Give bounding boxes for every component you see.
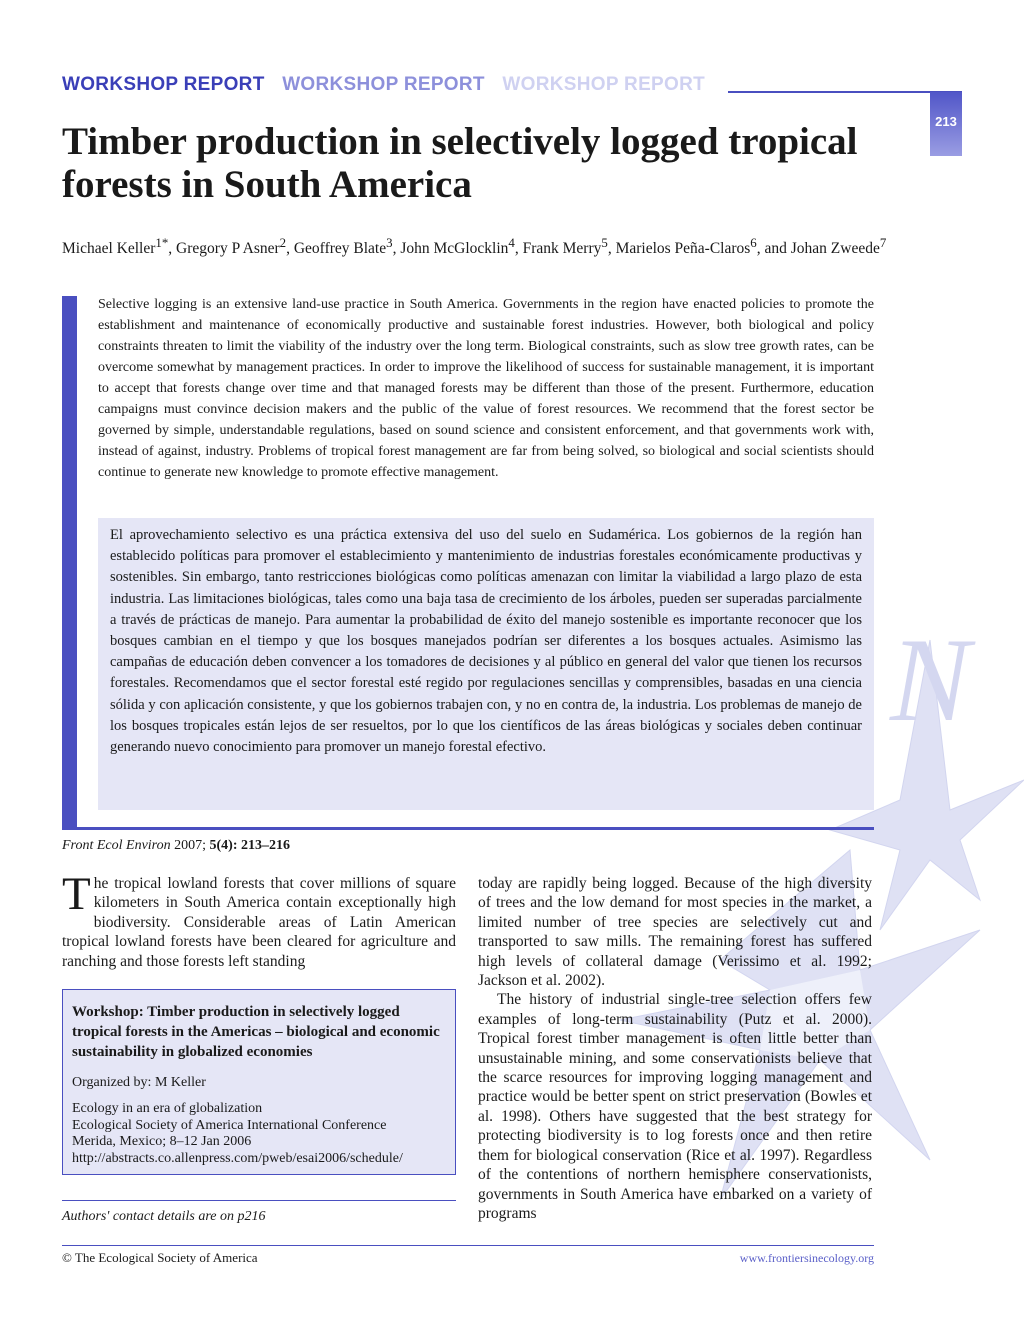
abstract-spanish: El aprovechamiento selectivo es una práctica extensiva del uso del suelo en Sudamérica. Los gobiernos de la región han establecido políticas para promover el establecimiento y mantenimiento de industrias forestales económicamente productivas y sostenibles. Sin embargo, tanto restricciones biológicas como políticas amenazan con limitar la viabilidad a largo plazo de esta industria. Las limitaciones biológicas, tales como una baja tasa de crecimiento de los árboles, pueden ser superadas parcialmente a través de prácticas de manejo. Para aumentar la probabilidad de éxito del manejo sostenible es importante reconocer que los bosques cambian en el tiempo y que los bosques manejados podrían ser diferentes a los bosques actuales. Asimismo las campañas de educación deben convencer a los tomadores de decisiones y al público en general del valor que tienen los recursos forestales. Recomendamos que el sector forestal esté regido por regulaciones sencillas y comprensibles, basadas en una ciencia sólida y con aplicación consistente, y que los gobiernos trabajen con, y no en contra de, la industria. Los problemas de manejo de los bosques tropicales están lejos de ser resueltos, por lo que los científicos de las áreas biológicas y sociales deben continuar generando nuevo conocimiento para promover un manejo forestal efectivo. [110, 527, 862, 756]
workshop-details [72, 1101, 445, 1167]
svg-text:N: N [890, 613, 971, 746]
body-paragraph: The tropical lowland forests that cover millions of square kilometers in South America contain exceptionally high biodiversity. Considerable areas of Latin American tropical lowland forests have been cleared for agriculture and ranching and those forests left standing [62, 868, 456, 970]
author: Frank Merry$^5$ [522, 235, 608, 258]
section-label: WORKSHOP REPORT [282, 74, 485, 95]
abstract-english: Selective logging is an extensive land-use practice in South America. Governments in the region have enacted policies to promote the establishment and maintenance of economically productive and sustainable forest industries. However, both biological and policy constraints threaten to limit the viability of the industry over the long term. Biological constraints, such as slow tree growth rates, can be overcome somewhat by management practices. In order to improve the likelihood of success for sustainable management, it is important to accept that forests change over time and that managed forests may be different than those of the present. Furthermore, education campaigns must convince decision makers and the public of the value of forest resources. We recommend that the forest sector be governed by simple, understandable regulations, based on sound science and consistent enforcement, and that governments work with, instead of against, industry. Problems of tropical forest management are far from being solved, so biological and social scientists should continue to generate new knowledge to promote effective management. [98, 297, 874, 480]
author: John McGlocklin$^4$ [400, 235, 515, 258]
section-label: WORKSHOP REPORT [62, 74, 265, 95]
journal-website-link[interactable]: www.frontiersinecology.org [739, 1251, 874, 1265]
section-label: WORKSHOP REPORT [502, 74, 706, 95]
article-title: Timber production in selectively logged tropical forests in South America [62, 120, 858, 206]
body-column-right [478, 874, 872, 1223]
workshop-organizer: Organized by: M Keller [72, 1075, 206, 1090]
workshop-detail-line: Ecology in an era of globalization [72, 1101, 263, 1116]
author-list: Michael Keller$^{1*}$, Gregory P Asner$^2$, Geoffrey Blate$^3$, John McGlocklin$^4$, Frank Merry$^5$, Marielos Peña-Claros$^6$, and Johan Zweede$^7$ [62, 235, 887, 258]
workshop-url[interactable]: http://abstracts.co.allenpress.com/pweb/esai2006/schedule/ [72, 1150, 403, 1166]
workshop-info-box [62, 989, 456, 1175]
author: Marielos Peña-Claros$^6$ [615, 235, 757, 258]
workshop-detail-line: Merida, Mexico; 8–12 Jan 2006 [72, 1134, 252, 1149]
footer-rule [62, 1245, 874, 1246]
page-number: 213 [935, 114, 957, 129]
copyright-notice: © The Ecological Society of America [62, 1250, 258, 1265]
body-paragraph: The history of industrial single-tree selection offers few examples of long-term sustainability (Putz et al. 2000). Tropical forest timber management is often little better than unsustainable mining, and some conservationists believe that the scarce resources for improving logging management and practice would be better spent on strict preservation (Bowles et al. 1998). Others have suggested that the best strategy for protecting biodiversity is to log forests once and then retire them for biological conservation (Rice et al. 1997). Regardless of the contentions of northern hemisphere conservationists, governments in South America have embarked on a variety of programs [478, 991, 872, 1222]
drop-cap: T [62, 868, 91, 920]
author: Michael Keller$^{1*}$ [62, 235, 169, 258]
abstract-bottom-rule [62, 827, 874, 830]
section-band [62, 74, 717, 96]
authors-connector: and [764, 240, 787, 258]
header-rule [728, 91, 962, 93]
workshop-detail-line: Ecological Society of America International Conference [72, 1117, 387, 1133]
column-rule [62, 1200, 456, 1201]
author: Geoffrey Blate$^3$ [293, 235, 393, 258]
workshop-title: Workshop: Timber production in selectively logged tropical forests in the Americas – biological and economic sustainability in globalized economies [72, 1004, 440, 1060]
page-number-tab [930, 92, 962, 156]
author: Gregory P Asner$^2$ [176, 235, 287, 258]
author: Johan Zweede$^7$ [790, 235, 887, 258]
body-paragraph: today are rapidly being logged. Because of the high diversity of trees and the low demand for most species in the market, a limited number of tree species are selectively cut and transported to saw mills. The remaining forest has suffered high levels of collateral damage (Verissimo et al. 1992; Jackson et al. 2002). [478, 875, 872, 990]
contact-note: Authors' contact details are on p216 [62, 1209, 266, 1224]
journal-citation: Front Ecol Environ 2007; 5(4): 213–216 [62, 838, 290, 853]
abstract-sidebar-bar [62, 296, 77, 829]
body-column-left [62, 868, 456, 971]
